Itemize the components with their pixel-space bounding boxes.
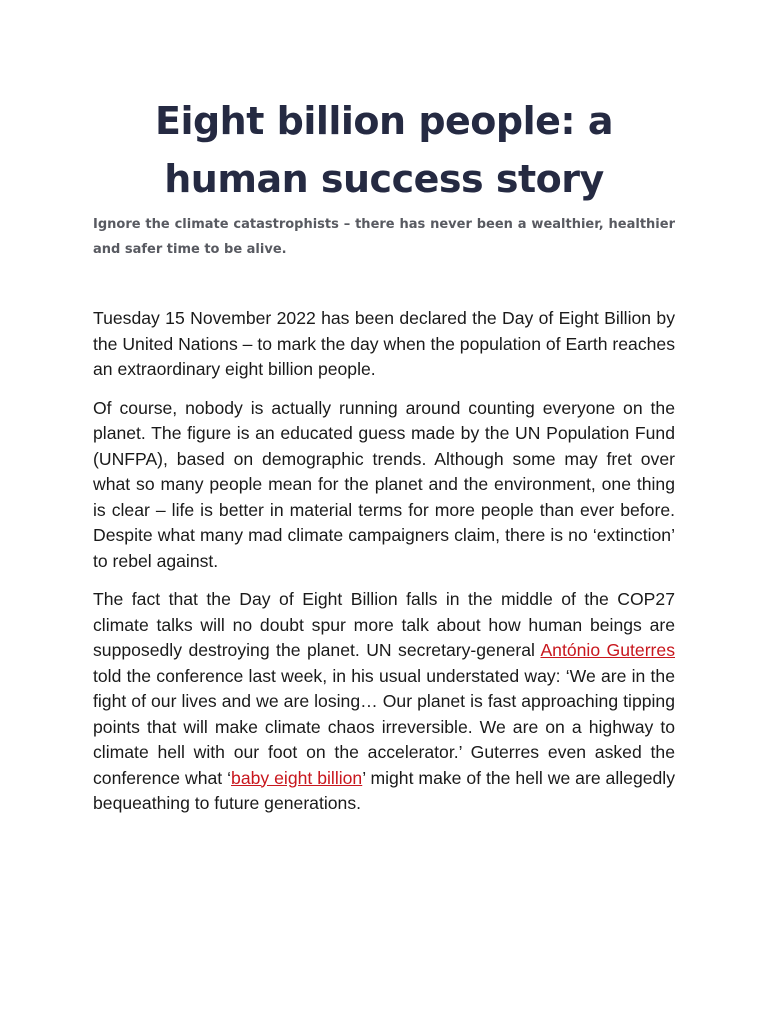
paragraph-3-text-2: told the conference last week, in his usual understated way: ‘We are in the fight of our lives and we are losing… Our planet is fast approaching tipping points that will make climate chaos irreversible. We are on a highway to climate hell with our foot on the accelerator.’ Guterres even asked the conference what ‘	[93, 665, 675, 788]
article-title: Eight billion people: a human success story	[155, 99, 613, 201]
article-body	[93, 306, 675, 830]
paragraph-3-text-3: ’ might make of the hell we are allegedly bequeathing to future generations.	[93, 767, 676, 813]
body-paragraph-1: Tuesday 15 November 2022 has been declared the Day of Eight Billion by the United Nations – to mark the day when the population of Earth reaches an extraordinary eight billion people.	[93, 308, 675, 379]
paragraph-3-text-1: The fact that the Day of Eight Billion falls in the middle of the COP27 climate talks will no doubt spur more talk about how human beings are supposedly destroying the planet. UN secretary-general	[93, 589, 675, 660]
body-paragraph-2: Of course, nobody is actually running around counting everyone on the planet. The figure is an educated guess made by the UN Population Fund (UNFPA), based on demographic trends. Although some may fret over what so many people mean for the planet and the environment, one thing is clear – life is better in material terms for more people than ever before. Despite what many mad climate campaigners claim, there is no ‘extinction’ to rebel against.	[93, 397, 675, 571]
body-paragraph-3	[93, 587, 675, 817]
antonio-guterres-link[interactable]: António Guterres	[540, 640, 675, 660]
article-standfirst: Ignore the climate catastrophists – there has never been a wealthier, healthier and safer time to be alive.	[93, 217, 675, 257]
baby-eight-billion-link[interactable]: baby eight billion	[231, 767, 363, 788]
